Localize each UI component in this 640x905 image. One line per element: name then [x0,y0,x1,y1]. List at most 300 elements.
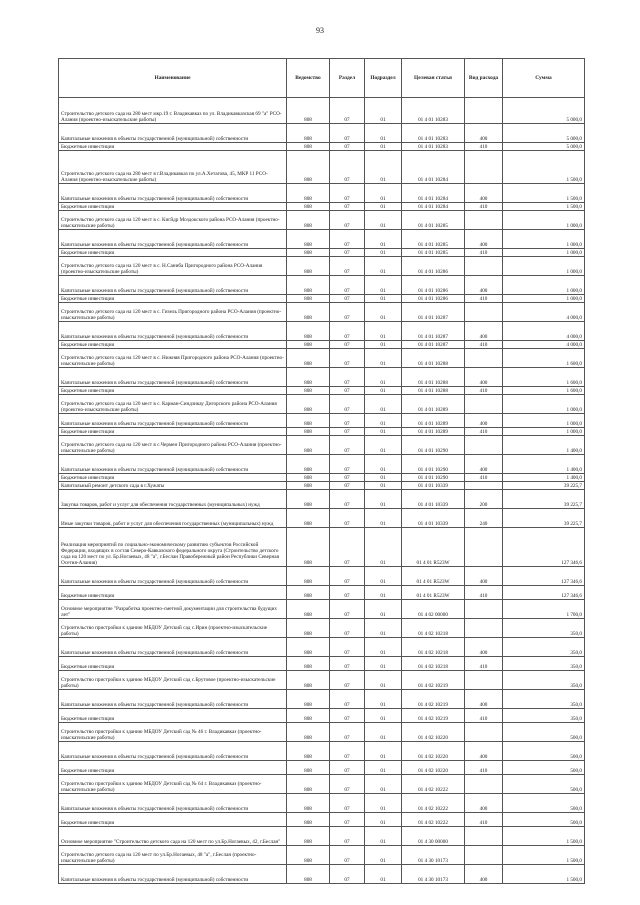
cell-amount: 1 000,0 [503,211,585,230]
table-row [59,322,585,341]
cell-subsection: 01 [365,436,402,455]
cell-subsection: 01 [365,276,402,295]
cell-expense-type: 400 [465,322,503,341]
cell-name: Бюджетные инвестиции [59,428,287,436]
cell-amount: 1 000,0 [503,414,585,428]
cell-expense-type [465,98,503,124]
cell-amount: 5 000,0 [503,143,585,151]
cell-amount: 1 000,0 [503,428,585,436]
cell-amount: 500,0 [503,761,585,775]
cell-expense-type [465,211,503,230]
cell-target-item: 01 4 01 10285 [402,230,465,249]
cell-section: 07 [330,203,365,211]
table-row [59,230,585,249]
cell-target-item: 01 4 01 10285 [402,249,465,257]
table-row [59,143,585,151]
page-number: 93 [316,26,324,35]
cell-department: 808 [287,203,330,211]
cell-expense-type: 240 [465,509,503,528]
cell-amount: 1 400,0 [503,455,585,474]
cell-section: 07 [330,827,365,846]
cell-subsection: 01 [365,303,402,322]
table-row [59,794,585,813]
cell-section: 07 [330,303,365,322]
cell-section: 07 [330,775,365,794]
cell-target-item: 01 4 01 10284 [402,184,465,203]
cell-section: 07 [330,184,365,203]
cell-section: 07 [330,813,365,827]
table-row [59,98,585,124]
header-amount: Сумма [503,59,585,98]
cell-amount: 500,0 [503,775,585,794]
cell-name: Строительство детского сада на 120 мест в с. Карман-Синдзикау Дигорского района РСО-Алания (проектно-изыскательские работы) [59,395,287,414]
cell-subsection: 01 [365,124,402,143]
cell-expense-type: 200 [465,490,503,509]
cell-section: 07 [330,638,365,657]
budget-table [58,58,585,884]
cell-target-item: 01 4 02 10220 [402,761,465,775]
cell-department: 808 [287,349,330,368]
cell-amount: 127 346,6 [503,528,585,567]
cell-section: 07 [330,619,365,638]
cell-amount: 1 500,0 [503,151,585,184]
cell-section: 07 [330,124,365,143]
cell-name: Строительство детского сада на 280 мест мкр.19 г. Владикавказ по ул. Владикавказская 69 "а" РСО-Алания (проектно-изыскательские работы) [59,98,287,124]
cell-name: Бюджетные инвестиции [59,657,287,671]
table-row [59,742,585,761]
cell-subsection: 01 [365,827,402,846]
cell-target-item: 01 4 02 10218 [402,657,465,671]
table-row [59,257,585,276]
cell-section: 07 [330,671,365,690]
cell-target-item: 01 4 01 10286 [402,276,465,295]
cell-amount: 350,0 [503,638,585,657]
cell-section: 07 [330,490,365,509]
cell-expense-type [465,257,503,276]
cell-expense-type [465,395,503,414]
table-row [59,490,585,509]
cell-subsection: 01 [365,657,402,671]
cell-expense-type [465,349,503,368]
cell-subsection: 01 [365,600,402,619]
cell-target-item: 01 4 02 10222 [402,775,465,794]
cell-section: 07 [330,657,365,671]
cell-section: 07 [330,98,365,124]
cell-expense-type: 400 [465,124,503,143]
cell-expense-type: 400 [465,742,503,761]
table-row [59,211,585,230]
cell-department: 808 [287,761,330,775]
cell-amount: 1 400,0 [503,474,585,482]
cell-name: Капитальные вложения в объекты государственной (муниципальной) собственности [59,567,287,586]
cell-target-item: 01 4 02 10220 [402,742,465,761]
cell-section: 07 [330,600,365,619]
cell-subsection: 01 [365,709,402,723]
cell-expense-type: 410 [465,813,503,827]
cell-section: 07 [330,414,365,428]
cell-department: 808 [287,619,330,638]
cell-department: 808 [287,482,330,490]
cell-department: 808 [287,230,330,249]
cell-name: Реализация мероприятий по социально-экономическому развитию субъектов Российской Федерации, входящих в состав Северо-Кавказского федерального округа (Строительство детского сада на 120 мест по ул. Бр.Ногаевых, 48 "а", г.Беслан Правобережный район Республики Северная Осетия-Алания) [59,528,287,567]
cell-target-item: 01 4 01 10339 [402,482,465,490]
cell-section: 07 [330,257,365,276]
cell-department: 808 [287,387,330,395]
cell-amount: 1 500,0 [503,184,585,203]
cell-section: 07 [330,567,365,586]
cell-target-item: 01 4 01 10288 [402,368,465,387]
cell-amount: 350,0 [503,657,585,671]
header-subsection: Подраздел [365,59,402,98]
cell-subsection: 01 [365,414,402,428]
cell-section: 07 [330,846,365,865]
cell-subsection: 01 [365,368,402,387]
cell-expense-type: 400 [465,184,503,203]
cell-target-item: 01 4 01 10284 [402,203,465,211]
cell-name: Закупка товаров, работ и услуг для обеспечения государственных (муниципальных) нужд [59,490,287,509]
cell-name: Строительство пристройки к зданию МБДОУ Детский сад № 64 г. Владикавказ (проектно-изыскательские работы) [59,775,287,794]
cell-expense-type [465,436,503,455]
cell-department: 808 [287,723,330,742]
table-row [59,203,585,211]
cell-section: 07 [330,709,365,723]
cell-subsection: 01 [365,151,402,184]
cell-section: 07 [330,586,365,600]
table-row [59,428,585,436]
cell-department: 808 [287,303,330,322]
cell-expense-type: 410 [465,143,503,151]
cell-section: 07 [330,322,365,341]
cell-target-item: 01 4 02 10219 [402,690,465,709]
cell-section: 07 [330,395,365,414]
cell-department: 808 [287,600,330,619]
cell-expense-type [465,775,503,794]
table-row [59,690,585,709]
cell-section: 07 [330,474,365,482]
cell-expense-type: 410 [465,295,503,303]
cell-section: 07 [330,509,365,528]
cell-target-item: 01 4 01 10286 [402,295,465,303]
cell-name: Капитальные вложения в объекты государственной (муниципальной) собственности [59,184,287,203]
cell-amount: 39 225,7 [503,482,585,490]
cell-amount: 4 000,0 [503,303,585,322]
cell-subsection: 01 [365,349,402,368]
cell-name: Капитальные вложения в объекты государственной (муниципальной) собственности [59,124,287,143]
cell-subsection: 01 [365,474,402,482]
cell-department: 808 [287,184,330,203]
cell-expense-type: 400 [465,567,503,586]
cell-subsection: 01 [365,341,402,349]
cell-expense-type: 400 [465,276,503,295]
cell-target-item: 01 4 01 10289 [402,414,465,428]
cell-name: Строительство детского сада на 120 мест по ул.Бр.Ногаевых, 48 "а", г.Беслан (проектно-изыскательские работы) [59,846,287,865]
cell-department: 808 [287,143,330,151]
cell-name: Капитальный ремонт детского сада в г.Хужаты [59,482,287,490]
cell-target-item: 01 4 01 10290 [402,455,465,474]
cell-name: Бюджетные инвестиции [59,249,287,257]
cell-amount: 1 500,0 [503,203,585,211]
cell-subsection: 01 [365,619,402,638]
cell-expense-type: 410 [465,428,503,436]
cell-section: 07 [330,482,365,490]
cell-subsection: 01 [365,211,402,230]
cell-department: 808 [287,368,330,387]
table-row [59,184,585,203]
cell-target-item: 01 4 01 10283 [402,124,465,143]
cell-department: 808 [287,567,330,586]
cell-subsection: 01 [365,98,402,124]
cell-section: 07 [330,143,365,151]
cell-name: Строительство пристройки к зданию МБДОУ Детский сад № 46 г. Владикавказ (проектно-изыскательские работы) [59,723,287,742]
cell-target-item: 01 4 01 10286 [402,257,465,276]
cell-amount: 5 000,0 [503,98,585,124]
cell-expense-type [465,151,503,184]
cell-name: Бюджетные инвестиции [59,474,287,482]
cell-department: 808 [287,794,330,813]
cell-amount: 1 500,0 [503,846,585,865]
cell-department: 808 [287,341,330,349]
cell-subsection: 01 [365,387,402,395]
table-row [59,341,585,349]
cell-name: Бюджетные инвестиции [59,586,287,600]
cell-target-item: 01 4 01 10339 [402,509,465,528]
cell-subsection: 01 [365,143,402,151]
cell-expense-type: 400 [465,230,503,249]
table-header-row [59,59,585,98]
cell-name: Бюджетные инвестиции [59,295,287,303]
table-row [59,368,585,387]
cell-department: 808 [287,124,330,143]
cell-department: 808 [287,455,330,474]
cell-subsection: 01 [365,865,402,884]
cell-amount: 4 000,0 [503,341,585,349]
cell-subsection: 01 [365,567,402,586]
table-row [59,414,585,428]
cell-target-item: 01 4 02 10218 [402,619,465,638]
cell-department: 808 [287,474,330,482]
header-expense-type: Вид расхода [465,59,503,98]
cell-target-item: 01 4 01 10284 [402,151,465,184]
cell-amount: 1 000,0 [503,257,585,276]
cell-subsection: 01 [365,846,402,865]
cell-name: Бюджетные инвестиции [59,761,287,775]
cell-amount: 500,0 [503,723,585,742]
cell-target-item: 01 4 02 10219 [402,671,465,690]
cell-target-item: 01 4 30 10173 [402,846,465,865]
cell-expense-type: 410 [465,249,503,257]
cell-subsection: 01 [365,671,402,690]
header-name: Наименование [59,59,287,98]
cell-department: 808 [287,249,330,257]
cell-section: 07 [330,528,365,567]
cell-amount: 1 600,0 [503,387,585,395]
cell-expense-type: 410 [465,203,503,211]
table-row [59,349,585,368]
cell-name: Капитальные вложения в объекты государственной (муниципальной) собственности [59,794,287,813]
cell-subsection: 01 [365,482,402,490]
cell-target-item: 01 4 01 10287 [402,322,465,341]
cell-department: 808 [287,586,330,600]
cell-subsection: 01 [365,528,402,567]
cell-name: Бюджетные инвестиции [59,341,287,349]
cell-expense-type: 410 [465,709,503,723]
cell-name: Основное мероприятие "Разработка проектно-сметной документации для строительства будущих лет" [59,600,287,619]
cell-target-item: 01 4 02 00000 [402,600,465,619]
cell-amount: 500,0 [503,742,585,761]
cell-subsection: 01 [365,742,402,761]
cell-subsection: 01 [365,638,402,657]
cell-section: 07 [330,276,365,295]
cell-subsection: 01 [365,322,402,341]
cell-subsection: 01 [365,455,402,474]
table-row [59,528,585,567]
cell-department: 808 [287,295,330,303]
cell-name: Строительство пристройки к зданию МБДОУ Детский сад с.Ирин (проектно-изыскательские работы) [59,619,287,638]
cell-subsection: 01 [365,794,402,813]
cell-amount: 350,0 [503,709,585,723]
cell-amount: 4 000,0 [503,322,585,341]
cell-target-item: 01 4 01 10289 [402,428,465,436]
cell-department: 808 [287,709,330,723]
cell-amount: 1 000,0 [503,276,585,295]
cell-target-item: 01 4 02 10218 [402,638,465,657]
cell-department: 808 [287,98,330,124]
cell-section: 07 [330,368,365,387]
header-section: Раздел [330,59,365,98]
cell-department: 808 [287,428,330,436]
table-row [59,813,585,827]
cell-department: 808 [287,276,330,295]
cell-amount: 1 000,0 [503,249,585,257]
cell-name: Капитальные вложения в объекты государственной (муниципальной) собственности [59,322,287,341]
cell-section: 07 [330,249,365,257]
cell-target-item: 01 4 02 10222 [402,813,465,827]
cell-target-item: 01 4 01 R523W [402,567,465,586]
cell-department: 808 [287,490,330,509]
table-row [59,709,585,723]
table-row [59,295,585,303]
cell-subsection: 01 [365,257,402,276]
cell-target-item: 01 4 01 10287 [402,341,465,349]
table-row [59,455,585,474]
cell-subsection: 01 [365,761,402,775]
cell-subsection: 01 [365,295,402,303]
cell-target-item: 01 4 01 10285 [402,211,465,230]
cell-subsection: 01 [365,690,402,709]
cell-name: Капитальные вложения в объекты государственной (муниципальной) собственности [59,865,287,884]
cell-target-item: 01 4 01 R523W [402,528,465,567]
table-row [59,600,585,619]
cell-amount: 500,0 [503,794,585,813]
cell-expense-type: 400 [465,794,503,813]
cell-section: 07 [330,230,365,249]
cell-section: 07 [330,341,365,349]
table-row [59,846,585,865]
cell-department: 808 [287,865,330,884]
table-row [59,775,585,794]
table-row [59,657,585,671]
table-row [59,436,585,455]
table-row [59,474,585,482]
table-row [59,276,585,295]
cell-department: 808 [287,151,330,184]
cell-department: 808 [287,827,330,846]
cell-amount: 1 600,0 [503,349,585,368]
table-row [59,865,585,884]
cell-expense-type: 410 [465,657,503,671]
cell-expense-type [465,619,503,638]
cell-amount: 350,0 [503,671,585,690]
table-row [59,619,585,638]
cell-target-item: 01 4 30 10173 [402,865,465,884]
cell-expense-type: 400 [465,368,503,387]
cell-amount: 127 346,6 [503,586,585,600]
cell-section: 07 [330,211,365,230]
cell-expense-type: 410 [465,387,503,395]
cell-expense-type: 400 [465,455,503,474]
cell-target-item: 01 4 30 00000 [402,827,465,846]
cell-expense-type [465,846,503,865]
cell-name: Строительство пристройки к зданию МБДОУ Детский сад с.Брутовое (проектно-изыскательские работы) [59,671,287,690]
cell-department: 808 [287,742,330,761]
table-row [59,761,585,775]
cell-subsection: 01 [365,428,402,436]
cell-name: Строительство детского сада на 120 мест в с. Нижняя Пригородного района РСО-Алания (проектно-изыскательские работы) [59,349,287,368]
cell-amount: 1 000,0 [503,395,585,414]
cell-expense-type: 400 [465,414,503,428]
cell-expense-type [465,482,503,490]
cell-department: 808 [287,846,330,865]
cell-subsection: 01 [365,509,402,528]
cell-name: Бюджетные инвестиции [59,387,287,395]
cell-amount: 39 225,7 [503,490,585,509]
cell-department: 808 [287,690,330,709]
cell-expense-type [465,303,503,322]
cell-amount: 5 000,0 [503,124,585,143]
cell-name: Капитальные вложения в объекты государственной (муниципальной) собственности [59,276,287,295]
table-row [59,723,585,742]
cell-subsection: 01 [365,184,402,203]
cell-target-item: 01 4 02 10219 [402,709,465,723]
cell-name: Строительство детского сада на 120 мест в с. Гизель Пригородного района РСО-Алания (проектно-изыскательские работы) [59,303,287,322]
cell-section: 07 [330,151,365,184]
cell-section: 07 [330,865,365,884]
cell-amount: 1 700,0 [503,600,585,619]
cell-expense-type: 400 [465,865,503,884]
cell-name: Бюджетные инвестиции [59,709,287,723]
cell-department: 808 [287,414,330,428]
cell-subsection: 01 [365,249,402,257]
cell-department: 808 [287,813,330,827]
cell-target-item: 01 4 01 10287 [402,303,465,322]
cell-amount: 127 346,6 [503,567,585,586]
cell-department: 808 [287,211,330,230]
cell-expense-type: 400 [465,638,503,657]
header-department: Ведомство [287,59,330,98]
cell-amount: 350,0 [503,690,585,709]
cell-target-item: 01 4 02 10220 [402,723,465,742]
cell-target-item: 01 4 01 R523W [402,586,465,600]
cell-target-item: 01 4 01 10290 [402,474,465,482]
table-row [59,509,585,528]
cell-department: 808 [287,638,330,657]
cell-amount: 500,0 [503,813,585,827]
table-row [59,567,585,586]
cell-name: Иные закупки товаров, работ и услуг для обеспечения государственных (муниципальных) нужд [59,509,287,528]
cell-department: 808 [287,436,330,455]
cell-department: 808 [287,395,330,414]
cell-section: 07 [330,794,365,813]
